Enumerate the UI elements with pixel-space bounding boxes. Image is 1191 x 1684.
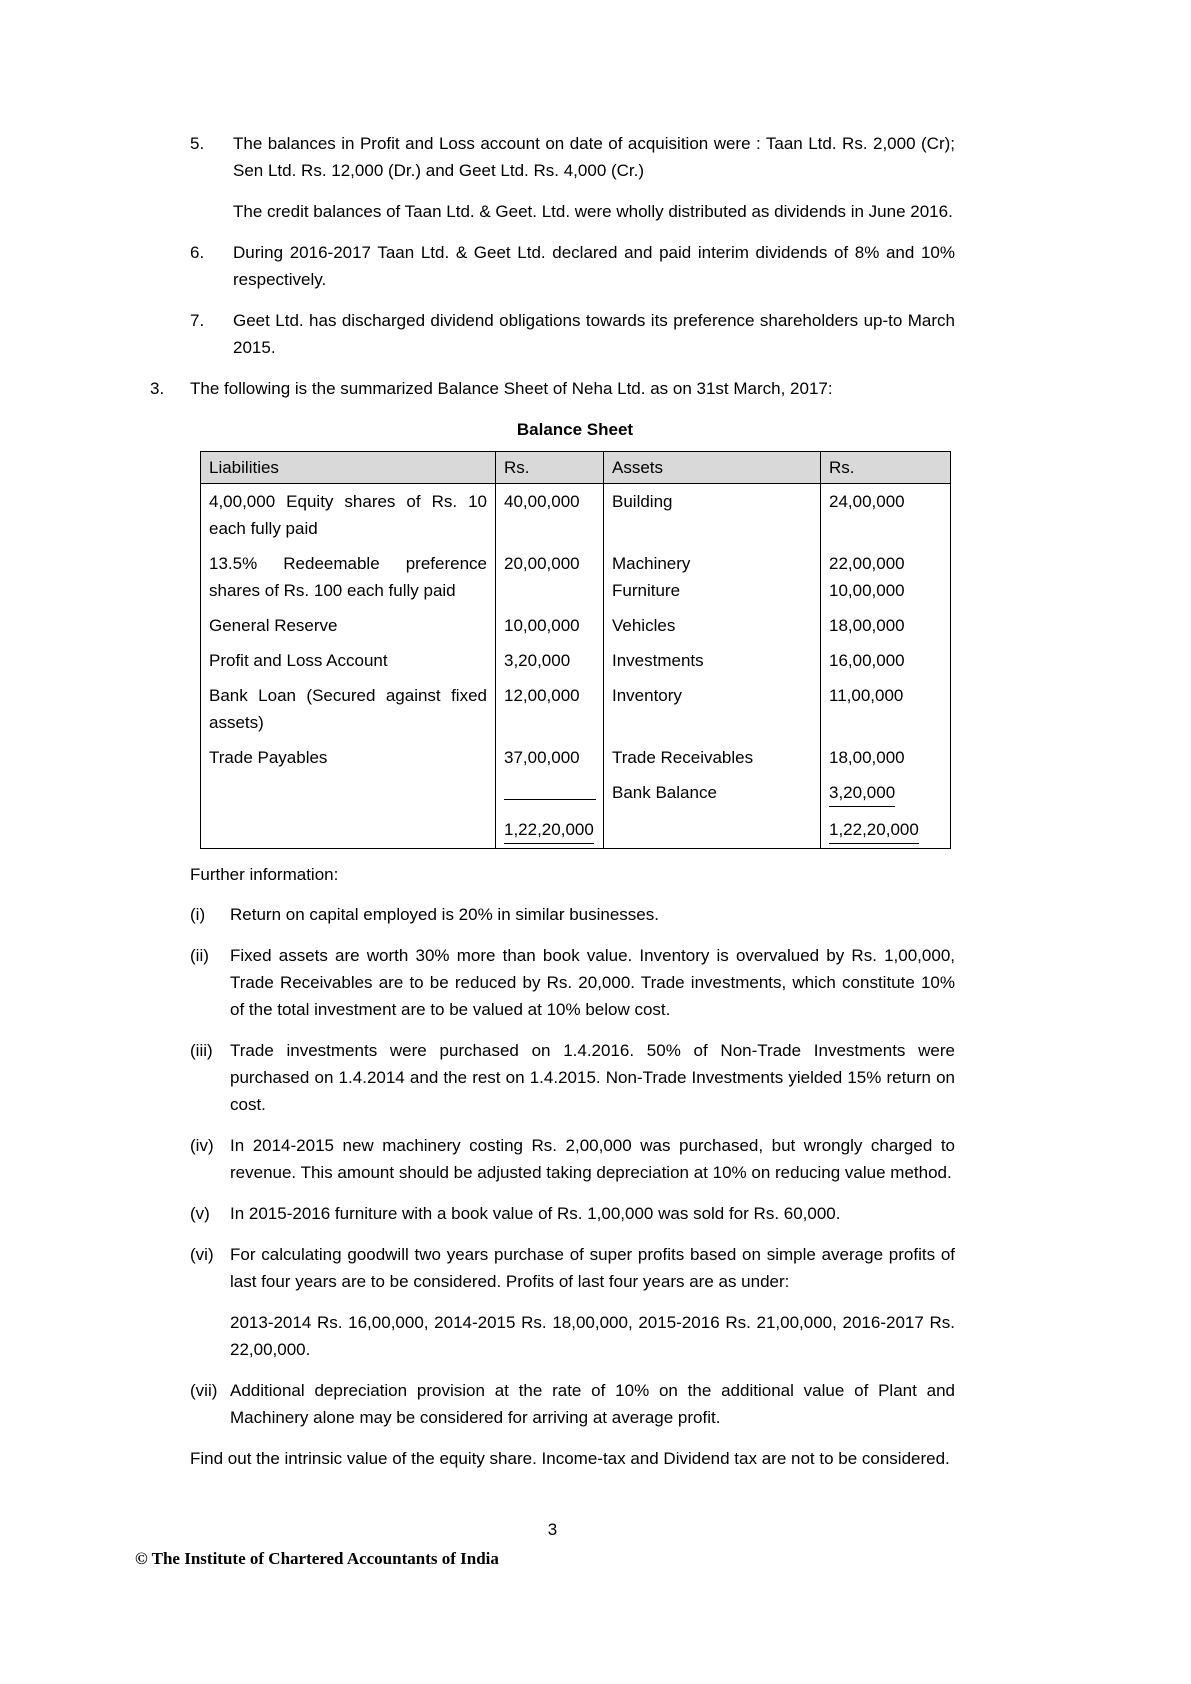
cell-liability bbox=[201, 812, 496, 849]
table-total-row bbox=[201, 812, 951, 849]
table-row bbox=[201, 608, 951, 643]
item-marker: 3. bbox=[150, 379, 165, 398]
asset-amount-line: 22,00,000 bbox=[829, 554, 905, 573]
underlined-amount: 1,22,20,000 bbox=[829, 816, 919, 844]
header-rs-left: Rs. bbox=[496, 452, 604, 484]
sub-item-body bbox=[230, 901, 955, 928]
cell-liability-amount: 3,20,000 bbox=[496, 643, 604, 678]
paragraph: Trade investments were purchased on 1.4.2016. 50% of Non-Trade Investments were purchased on 1.4.2014 and the rest on 1.4.2015. Non-Trade Investments yielded 15% return on cost. bbox=[230, 1041, 955, 1114]
paragraph: Return on capital employed is 20% in similar businesses. bbox=[230, 905, 659, 924]
sub-item-body bbox=[230, 1241, 955, 1363]
paragraph: 2013-2014 Rs. 16,00,000, 2014-2015 Rs. 18,00,000, 2015-2016 Rs. 21,00,000, 2016-2017 Rs. 22,00,000. bbox=[230, 1313, 955, 1359]
cell-asset-total bbox=[821, 812, 951, 849]
cell-asset-amount bbox=[821, 546, 951, 608]
sub-item-body bbox=[230, 1377, 955, 1431]
cell-asset-amount bbox=[821, 775, 951, 812]
header-rs-right: Rs. bbox=[821, 452, 951, 484]
question3-intro: The following is the summarized Balance Sheet of Neha Ltd. as on 31st March, 2017: bbox=[190, 379, 833, 398]
sub-item-ii bbox=[190, 942, 955, 1023]
paragraph: For calculating goodwill two years purchase of super profits based on simple average profits of last four years are to be considered. Profits of last four years are as under: bbox=[230, 1245, 955, 1291]
paragraph: Additional depreciation provision at the rate of 10% on the additional value of Plant and Machinery alone may be considered for arriving at average profit. bbox=[230, 1381, 955, 1427]
cell-liability-amount: 40,00,000 bbox=[496, 484, 604, 547]
cell-liability bbox=[201, 775, 496, 812]
sub-item-marker: (v) bbox=[190, 1204, 210, 1223]
list-item-5 bbox=[150, 130, 955, 225]
sub-item-marker: (i) bbox=[190, 905, 206, 924]
sub-item-i bbox=[190, 901, 955, 928]
cell-asset-amount: 16,00,000 bbox=[821, 643, 951, 678]
paragraph: Fixed assets are worth 30% more than book value. Inventory is overvalued by Rs. 1,00,000, Trade Receivables are to be reduced by Rs. 20,000. Trade investments, which constitute 10% of the total investment are to be valued at 10% below cost. bbox=[230, 946, 955, 1019]
sub-item-marker: (iv) bbox=[190, 1136, 214, 1155]
further-information-label: Further information: bbox=[190, 865, 339, 884]
sub-item-marker: (iii) bbox=[190, 1041, 213, 1060]
cell-liability: Trade Payables bbox=[201, 740, 496, 775]
closing-paragraph: Find out the intrinsic value of the equity share. Income-tax and Dividend tax are not to be considered. bbox=[190, 1449, 950, 1468]
cell-asset: Inventory bbox=[604, 678, 821, 740]
sub-item-iii bbox=[190, 1037, 955, 1118]
table-row bbox=[201, 546, 951, 608]
cell-liability: 4,00,000 Equity shares of Rs. 10 each fully paid bbox=[201, 484, 496, 547]
copyright-footer: © The Institute of Chartered Accountants of India bbox=[135, 1549, 499, 1568]
header-liabilities: Liabilities bbox=[201, 452, 496, 484]
asset-line: Machinery bbox=[612, 554, 691, 573]
sub-item-body bbox=[230, 942, 955, 1023]
table-row bbox=[201, 775, 951, 812]
asset-amount-line: 10,00,000 bbox=[829, 581, 905, 600]
list-item-6 bbox=[150, 239, 955, 293]
table-row bbox=[201, 678, 951, 740]
item-marker: 5. bbox=[190, 134, 205, 153]
cell-asset: Vehicles bbox=[604, 608, 821, 643]
sub-item-marker: (ii) bbox=[190, 946, 209, 965]
item-marker: 7. bbox=[190, 311, 205, 330]
item-marker: 6. bbox=[190, 243, 205, 262]
cell-asset: Bank Balance bbox=[604, 775, 821, 812]
cell-liability: Bank Loan (Secured against fixed assets) bbox=[201, 678, 496, 740]
cell-asset: Investments bbox=[604, 643, 821, 678]
list-item-7 bbox=[150, 307, 955, 361]
sub-item-body bbox=[230, 1200, 955, 1227]
cell-asset bbox=[604, 546, 821, 608]
cell-liability-amount: 10,00,000 bbox=[496, 608, 604, 643]
cell-asset-amount: 11,00,000 bbox=[821, 678, 951, 740]
underlined-amount: 3,20,000 bbox=[829, 779, 895, 807]
cell-asset: Trade Receivables bbox=[604, 740, 821, 775]
cell-asset bbox=[604, 812, 821, 849]
table-row bbox=[201, 740, 951, 775]
cell-asset-amount: 18,00,000 bbox=[821, 608, 951, 643]
sub-item-body bbox=[230, 1132, 955, 1186]
paragraph: Geet Ltd. has discharged dividend obligations towards its preference shareholders up-to March 2015. bbox=[233, 311, 955, 357]
sub-item-vii bbox=[190, 1377, 955, 1431]
cell-liability: 13.5% Redeemable preference shares of Rs. 100 each fully paid bbox=[201, 546, 496, 608]
sub-item-iv bbox=[190, 1132, 955, 1186]
cell-asset: Building bbox=[604, 484, 821, 547]
list-item-3 bbox=[150, 375, 955, 1472]
item-body bbox=[233, 130, 955, 225]
table-header-row bbox=[201, 452, 951, 484]
cell-liability-amount: 37,00,000 bbox=[496, 740, 604, 775]
sub-item-vi bbox=[190, 1241, 955, 1363]
cell-asset-amount: 24,00,000 bbox=[821, 484, 951, 547]
cell-liability-amount: 20,00,000 bbox=[496, 546, 604, 608]
sub-item-marker: (vii) bbox=[190, 1381, 218, 1400]
item-body bbox=[233, 239, 955, 293]
cell-liability: Profit and Loss Account bbox=[201, 643, 496, 678]
item-body bbox=[233, 307, 955, 361]
cell-liability-amount: 12,00,000 bbox=[496, 678, 604, 740]
balance-sheet-table bbox=[200, 451, 951, 849]
balance-sheet-title: Balance Sheet bbox=[516, 420, 634, 439]
sub-item-body bbox=[230, 1037, 955, 1118]
question3-body bbox=[190, 375, 955, 1472]
cell-liability: General Reserve bbox=[201, 608, 496, 643]
table-row bbox=[201, 484, 951, 547]
table-row bbox=[201, 643, 951, 678]
cell-liability-amount bbox=[496, 775, 604, 812]
paragraph: The credit balances of Taan Ltd. & Geet. Ltd. were wholly distributed as dividends in June 2016. bbox=[233, 202, 953, 221]
sub-item-v bbox=[190, 1200, 955, 1227]
balance-sheet-section bbox=[200, 416, 950, 849]
sub-item-marker: (vi) bbox=[190, 1245, 214, 1264]
paragraph: In 2015-2016 furniture with a book value of Rs. 1,00,000 was sold for Rs. 60,000. bbox=[230, 1204, 841, 1223]
underlined-amount: 1,22,20,000 bbox=[504, 816, 594, 844]
sum-line bbox=[504, 779, 596, 800]
paragraph: During 2016-2017 Taan Ltd. & Geet Ltd. declared and paid interim dividends of 8% and 10% respectively. bbox=[233, 243, 955, 289]
header-assets: Assets bbox=[604, 452, 821, 484]
cell-asset-amount: 18,00,000 bbox=[821, 740, 951, 775]
paragraph: The balances in Profit and Loss account on date of acquisition were : Taan Ltd. Rs. 2,000 (Cr); Sen Ltd. Rs. 12,000 (Dr.) and Geet Ltd. Rs. 4,000 (Cr.) bbox=[233, 134, 955, 180]
cell-liability-total bbox=[496, 812, 604, 849]
page-number: 3 bbox=[547, 1520, 558, 1539]
paragraph: In 2014-2015 new machinery costing Rs. 2,00,000 was purchased, but wrongly charged to revenue. This amount should be adjusted taking depreciation at 10% on reducing value method. bbox=[230, 1136, 955, 1182]
asset-line: Furniture bbox=[612, 581, 681, 600]
